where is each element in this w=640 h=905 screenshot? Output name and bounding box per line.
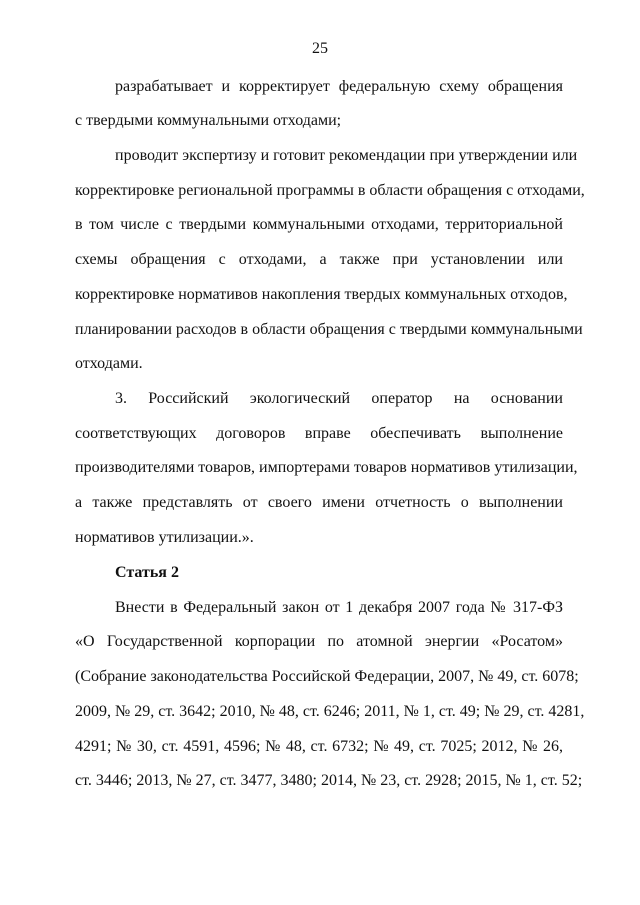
text-line: с твердыми коммунальными отходами; (75, 112, 342, 129)
text-line: 2009, № 29, ст. 3642; 2010, № 48, ст. 6246; 2011, № 1, ст. 49; № 29, ст. 4281, (75, 703, 585, 720)
text-line: разрабатывает и корректирует федеральную схему обращения (115, 78, 563, 95)
text-line: в том числе с твердыми коммунальными отходами, территориальной (75, 216, 563, 233)
text-line: 3. Российский экологический оператор на основании (115, 390, 563, 407)
text-line: нормативов утилизации.». (75, 529, 254, 546)
text-line: 4291; № 30, ст. 4591, 4596; № 48, ст. 6732; № 49, ст. 7025; 2012, № 26, (75, 738, 563, 755)
text-line: а также представлять от своего имени отчетность о выполнении (75, 494, 563, 511)
text-line: отходами. (75, 355, 143, 372)
page-number: 25 (312, 40, 328, 57)
text-line: соответствующих договоров вправе обеспечивать выполнение (75, 425, 563, 442)
text-line: корректировке нормативов накопления твердых коммунальных отходов, (75, 286, 568, 303)
text-line: схемы обращения с отходами, а также при установлении или (75, 251, 563, 268)
article-heading: Статья 2 (115, 564, 179, 581)
text-line: планировании расходов в области обращения с твердыми коммунальными (75, 321, 583, 338)
text-line: производителями товаров, импортерами товаров нормативов утилизации, (75, 459, 578, 476)
text-line: ст. 3446; 2013, № 27, ст. 3477, 3480; 2014, № 23, ст. 2928; 2015, № 1, ст. 52; (75, 772, 583, 789)
text-line: Внести в Федеральный закон от 1 декабря 2007 года № 317-ФЗ (115, 599, 563, 616)
text-line: (Собрание законодательства Российской Федерации, 2007, № 49, ст. 6078; (75, 668, 579, 685)
text-line: проводит экспертизу и готовит рекомендации при утверждении или (115, 147, 578, 164)
text-line: корректировке региональной программы в области обращения с отходами, (75, 182, 585, 199)
text-line: «О Государственной корпорации по атомной энергии «Росатом» (75, 633, 563, 650)
